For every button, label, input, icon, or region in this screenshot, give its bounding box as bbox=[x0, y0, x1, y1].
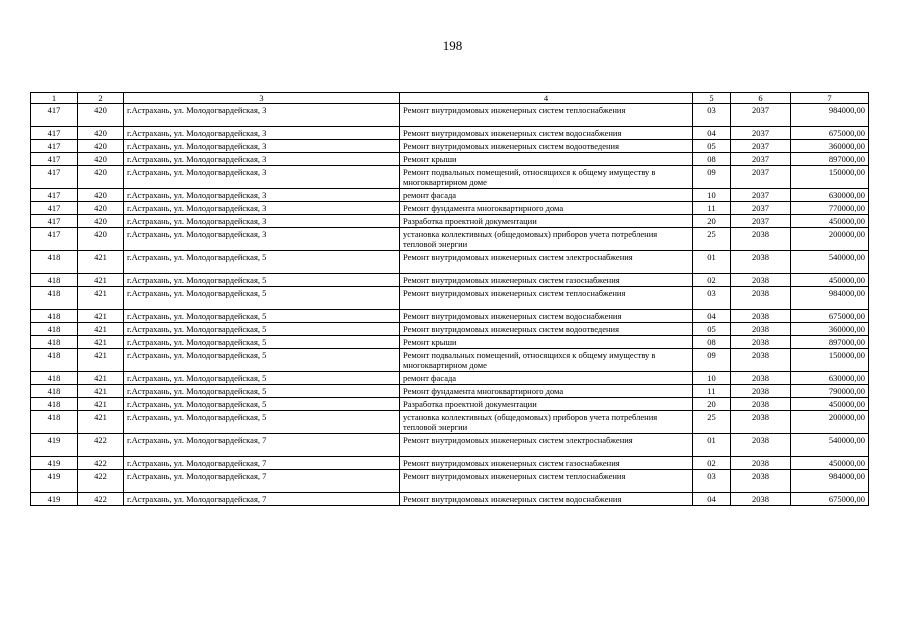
table-row bbox=[31, 215, 869, 228]
cost-cell: 450000,00 bbox=[791, 215, 869, 228]
house-number-cell: 421 bbox=[78, 323, 124, 336]
work-code-cell: 01 bbox=[693, 251, 731, 274]
year-cell: 2037 bbox=[731, 166, 791, 189]
row-number-cell: 418 bbox=[31, 398, 78, 411]
year-cell: 2037 bbox=[731, 215, 791, 228]
table-row bbox=[31, 202, 869, 215]
house-number-cell: 422 bbox=[78, 470, 124, 493]
cost-cell: 540000,00 bbox=[791, 434, 869, 457]
table-row bbox=[31, 434, 869, 457]
work-type-cell: ремонт фасада bbox=[400, 189, 693, 202]
address-cell: г.Астрахань, ул. Молодогвардейская, 3 bbox=[124, 166, 400, 189]
year-cell: 2037 bbox=[731, 153, 791, 166]
address-cell: г.Астрахань, ул. Молодогвардейская, 5 bbox=[124, 251, 400, 274]
table-row bbox=[31, 104, 869, 127]
cost-cell: 540000,00 bbox=[791, 251, 869, 274]
work-type-cell: Ремонт внутридомовых инженерных систем теплоснабжения bbox=[400, 104, 693, 127]
table-row bbox=[31, 323, 869, 336]
year-cell: 2038 bbox=[731, 336, 791, 349]
year-cell: 2037 bbox=[731, 104, 791, 127]
row-number-cell: 418 bbox=[31, 323, 78, 336]
work-type-cell: Ремонт внутридомовых инженерных систем водоотведения bbox=[400, 140, 693, 153]
house-number-cell: 420 bbox=[78, 166, 124, 189]
cost-cell: 675000,00 bbox=[791, 127, 869, 140]
address-cell: г.Астрахань, ул. Молодогвардейская, 3 bbox=[124, 153, 400, 166]
table-row bbox=[31, 385, 869, 398]
work-code-cell: 10 bbox=[693, 372, 731, 385]
row-number-cell: 418 bbox=[31, 251, 78, 274]
column-header: 3 bbox=[124, 93, 400, 104]
address-cell: г.Астрахань, ул. Молодогвардейская, 3 bbox=[124, 140, 400, 153]
work-type-cell: Ремонт внутридомовых инженерных систем газоснабжения bbox=[400, 274, 693, 287]
year-cell: 2038 bbox=[731, 372, 791, 385]
row-number-cell: 418 bbox=[31, 287, 78, 310]
work-type-cell: Ремонт внутридомовых инженерных систем водоснабжения bbox=[400, 127, 693, 140]
row-number-cell: 419 bbox=[31, 470, 78, 493]
house-number-cell: 420 bbox=[78, 215, 124, 228]
work-type-cell: Ремонт внутридомовых инженерных систем теплоснабжения bbox=[400, 470, 693, 493]
year-cell: 2037 bbox=[731, 127, 791, 140]
row-number-cell: 418 bbox=[31, 310, 78, 323]
row-number-cell: 417 bbox=[31, 202, 78, 215]
house-number-cell: 421 bbox=[78, 274, 124, 287]
work-type-cell: установка коллективных (общедомовых) приборов учета потребления тепловой энергии bbox=[400, 411, 693, 434]
column-header: 7 bbox=[791, 93, 869, 104]
year-cell: 2038 bbox=[731, 493, 791, 506]
work-code-cell: 25 bbox=[693, 411, 731, 434]
year-cell: 2038 bbox=[731, 470, 791, 493]
row-number-cell: 417 bbox=[31, 140, 78, 153]
house-number-cell: 421 bbox=[78, 251, 124, 274]
work-type-cell: Ремонт фундамента многоквартирного дома bbox=[400, 202, 693, 215]
cost-cell: 984000,00 bbox=[791, 470, 869, 493]
year-cell: 2038 bbox=[731, 349, 791, 372]
table-row bbox=[31, 372, 869, 385]
address-cell: г.Астрахань, ул. Молодогвардейская, 3 bbox=[124, 104, 400, 127]
year-cell: 2037 bbox=[731, 202, 791, 215]
table-row bbox=[31, 274, 869, 287]
work-code-cell: 05 bbox=[693, 323, 731, 336]
table-row bbox=[31, 310, 869, 323]
address-cell: г.Астрахань, ул. Молодогвардейская, 5 bbox=[124, 349, 400, 372]
house-number-cell: 422 bbox=[78, 493, 124, 506]
work-code-cell: 20 bbox=[693, 215, 731, 228]
year-cell: 2038 bbox=[731, 434, 791, 457]
capital-repair-table bbox=[30, 92, 869, 506]
row-number-cell: 417 bbox=[31, 166, 78, 189]
header-row bbox=[31, 93, 869, 104]
cost-cell: 897000,00 bbox=[791, 336, 869, 349]
column-header: 5 bbox=[693, 93, 731, 104]
address-cell: г.Астрахань, ул. Молодогвардейская, 3 bbox=[124, 215, 400, 228]
column-header: 6 bbox=[731, 93, 791, 104]
year-cell: 2038 bbox=[731, 274, 791, 287]
address-cell: г.Астрахань, ул. Молодогвардейская, 5 bbox=[124, 398, 400, 411]
cost-cell: 897000,00 bbox=[791, 153, 869, 166]
work-type-cell: Ремонт внутридомовых инженерных систем теплоснабжения bbox=[400, 287, 693, 310]
table-row bbox=[31, 457, 869, 470]
address-cell: г.Астрахань, ул. Молодогвардейская, 5 bbox=[124, 287, 400, 310]
table-row bbox=[31, 411, 869, 434]
work-type-cell: Ремонт крыши bbox=[400, 336, 693, 349]
table-row bbox=[31, 251, 869, 274]
house-number-cell: 421 bbox=[78, 336, 124, 349]
year-cell: 2038 bbox=[731, 310, 791, 323]
work-code-cell: 20 bbox=[693, 398, 731, 411]
house-number-cell: 421 bbox=[78, 411, 124, 434]
work-code-cell: 25 bbox=[693, 228, 731, 251]
work-type-cell: Разработка проектной документации bbox=[400, 215, 693, 228]
house-number-cell: 421 bbox=[78, 310, 124, 323]
work-code-cell: 11 bbox=[693, 202, 731, 215]
work-type-cell: Ремонт внутридомовых инженерных систем электроснабжения bbox=[400, 251, 693, 274]
house-number-cell: 421 bbox=[78, 398, 124, 411]
row-number-cell: 419 bbox=[31, 457, 78, 470]
work-code-cell: 01 bbox=[693, 434, 731, 457]
year-cell: 2038 bbox=[731, 411, 791, 434]
address-cell: г.Астрахань, ул. Молодогвардейская, 7 bbox=[124, 493, 400, 506]
column-header: 1 bbox=[31, 93, 78, 104]
cost-cell: 450000,00 bbox=[791, 457, 869, 470]
cost-cell: 360000,00 bbox=[791, 140, 869, 153]
cost-cell: 790000,00 bbox=[791, 385, 869, 398]
year-cell: 2038 bbox=[731, 385, 791, 398]
house-number-cell: 421 bbox=[78, 349, 124, 372]
address-cell: г.Астрахань, ул. Молодогвардейская, 5 bbox=[124, 372, 400, 385]
cost-cell: 770000,00 bbox=[791, 202, 869, 215]
cost-cell: 675000,00 bbox=[791, 493, 869, 506]
table-row bbox=[31, 153, 869, 166]
column-header: 4 bbox=[400, 93, 693, 104]
house-number-cell: 421 bbox=[78, 385, 124, 398]
row-number-cell: 419 bbox=[31, 434, 78, 457]
work-type-cell: ремонт фасада bbox=[400, 372, 693, 385]
year-cell: 2038 bbox=[731, 398, 791, 411]
row-number-cell: 417 bbox=[31, 104, 78, 127]
table-row bbox=[31, 127, 869, 140]
work-code-cell: 04 bbox=[693, 127, 731, 140]
work-code-cell: 03 bbox=[693, 470, 731, 493]
house-number-cell: 420 bbox=[78, 104, 124, 127]
work-code-cell: 08 bbox=[693, 153, 731, 166]
table-row bbox=[31, 398, 869, 411]
work-type-cell: Ремонт крыши bbox=[400, 153, 693, 166]
house-number-cell: 420 bbox=[78, 189, 124, 202]
address-cell: г.Астрахань, ул. Молодогвардейская, 7 bbox=[124, 434, 400, 457]
year-cell: 2037 bbox=[731, 189, 791, 202]
table-row bbox=[31, 336, 869, 349]
row-number-cell: 417 bbox=[31, 153, 78, 166]
address-cell: г.Астрахань, ул. Молодогвардейская, 5 bbox=[124, 411, 400, 434]
work-code-cell: 03 bbox=[693, 104, 731, 127]
table-row bbox=[31, 166, 869, 189]
work-code-cell: 02 bbox=[693, 274, 731, 287]
row-number-cell: 417 bbox=[31, 127, 78, 140]
row-number-cell: 418 bbox=[31, 372, 78, 385]
work-code-cell: 09 bbox=[693, 166, 731, 189]
work-code-cell: 05 bbox=[693, 140, 731, 153]
table-row bbox=[31, 228, 869, 251]
work-type-cell: Ремонт подвальных помещений, относящихся к общему имуществу в многоквартирном доме bbox=[400, 166, 693, 189]
year-cell: 2038 bbox=[731, 457, 791, 470]
column-header: 2 bbox=[78, 93, 124, 104]
table-body bbox=[31, 104, 869, 506]
cost-cell: 450000,00 bbox=[791, 274, 869, 287]
address-cell: г.Астрахань, ул. Молодогвардейская, 7 bbox=[124, 470, 400, 493]
work-type-cell: Ремонт внутридомовых инженерных систем водоотведения bbox=[400, 323, 693, 336]
address-cell: г.Астрахань, ул. Молодогвардейская, 5 bbox=[124, 274, 400, 287]
row-number-cell: 418 bbox=[31, 274, 78, 287]
cost-cell: 630000,00 bbox=[791, 189, 869, 202]
cost-cell: 675000,00 bbox=[791, 310, 869, 323]
house-number-cell: 420 bbox=[78, 202, 124, 215]
row-number-cell: 418 bbox=[31, 349, 78, 372]
table-row bbox=[31, 287, 869, 310]
work-code-cell: 04 bbox=[693, 310, 731, 323]
table-row bbox=[31, 189, 869, 202]
address-cell: г.Астрахань, ул. Молодогвардейская, 3 bbox=[124, 228, 400, 251]
house-number-cell: 421 bbox=[78, 287, 124, 310]
work-code-cell: 11 bbox=[693, 385, 731, 398]
address-cell: г.Астрахань, ул. Молодогвардейская, 5 bbox=[124, 310, 400, 323]
row-number-cell: 417 bbox=[31, 228, 78, 251]
work-type-cell: установка коллективных (общедомовых) приборов учета потребления тепловой энергии bbox=[400, 228, 693, 251]
row-number-cell: 419 bbox=[31, 493, 78, 506]
cost-cell: 984000,00 bbox=[791, 104, 869, 127]
house-number-cell: 422 bbox=[78, 434, 124, 457]
row-number-cell: 418 bbox=[31, 385, 78, 398]
address-cell: г.Астрахань, ул. Молодогвардейская, 5 bbox=[124, 336, 400, 349]
work-code-cell: 10 bbox=[693, 189, 731, 202]
work-type-cell: Ремонт внутридомовых инженерных систем водоснабжения bbox=[400, 310, 693, 323]
cost-cell: 150000,00 bbox=[791, 166, 869, 189]
year-cell: 2037 bbox=[731, 140, 791, 153]
address-cell: г.Астрахань, ул. Молодогвардейская, 5 bbox=[124, 323, 400, 336]
table-row bbox=[31, 140, 869, 153]
row-number-cell: 417 bbox=[31, 189, 78, 202]
house-number-cell: 420 bbox=[78, 127, 124, 140]
cost-cell: 984000,00 bbox=[791, 287, 869, 310]
address-cell: г.Астрахань, ул. Молодогвардейская, 7 bbox=[124, 457, 400, 470]
work-type-cell: Ремонт внутридомовых инженерных систем электроснабжения bbox=[400, 434, 693, 457]
page-number: 198 bbox=[442, 38, 463, 53]
house-number-cell: 420 bbox=[78, 153, 124, 166]
work-type-cell: Ремонт внутридомовых инженерных систем водоснабжения bbox=[400, 493, 693, 506]
year-cell: 2038 bbox=[731, 228, 791, 251]
row-number-cell: 418 bbox=[31, 336, 78, 349]
row-number-cell: 418 bbox=[31, 411, 78, 434]
work-code-cell: 03 bbox=[693, 287, 731, 310]
year-cell: 2038 bbox=[731, 323, 791, 336]
address-cell: г.Астрахань, ул. Молодогвардейская, 3 bbox=[124, 127, 400, 140]
address-cell: г.Астрахань, ул. Молодогвардейская, 3 bbox=[124, 202, 400, 215]
house-number-cell: 422 bbox=[78, 457, 124, 470]
table-row bbox=[31, 349, 869, 372]
work-code-cell: 09 bbox=[693, 349, 731, 372]
address-cell: г.Астрахань, ул. Молодогвардейская, 3 bbox=[124, 189, 400, 202]
work-type-cell: Ремонт внутридомовых инженерных систем газоснабжения bbox=[400, 457, 693, 470]
year-cell: 2038 bbox=[731, 251, 791, 274]
cost-cell: 200000,00 bbox=[791, 228, 869, 251]
house-number-cell: 420 bbox=[78, 140, 124, 153]
work-code-cell: 02 bbox=[693, 457, 731, 470]
cost-cell: 150000,00 bbox=[791, 349, 869, 372]
house-number-cell: 421 bbox=[78, 372, 124, 385]
work-type-cell: Ремонт подвальных помещений, относящихся к общему имуществу в многоквартирном доме bbox=[400, 349, 693, 372]
work-type-cell: Разработка проектной документации bbox=[400, 398, 693, 411]
work-code-cell: 08 bbox=[693, 336, 731, 349]
table-row bbox=[31, 470, 869, 493]
cost-cell: 200000,00 bbox=[791, 411, 869, 434]
year-cell: 2038 bbox=[731, 287, 791, 310]
cost-cell: 630000,00 bbox=[791, 372, 869, 385]
address-cell: г.Астрахань, ул. Молодогвардейская, 5 bbox=[124, 385, 400, 398]
table-row bbox=[31, 493, 869, 506]
work-code-cell: 04 bbox=[693, 493, 731, 506]
cost-cell: 360000,00 bbox=[791, 323, 869, 336]
work-type-cell: Ремонт фундамента многоквартирного дома bbox=[400, 385, 693, 398]
cost-cell: 450000,00 bbox=[791, 398, 869, 411]
house-number-cell: 420 bbox=[78, 228, 124, 251]
row-number-cell: 417 bbox=[31, 215, 78, 228]
